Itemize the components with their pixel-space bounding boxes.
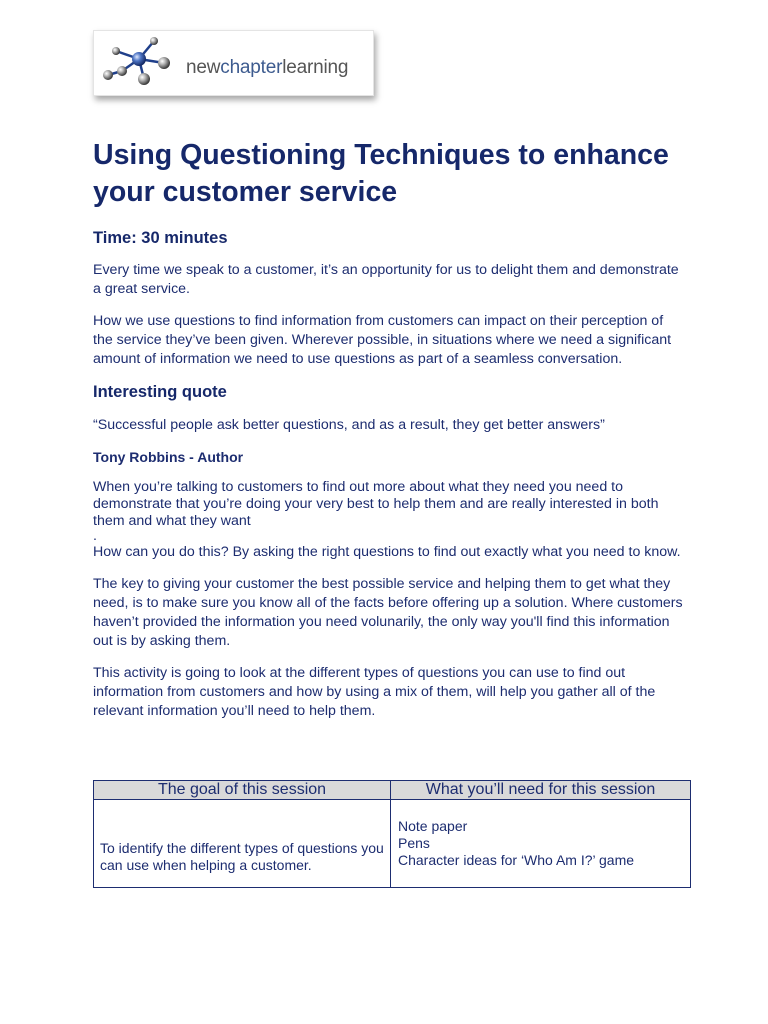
- quote-heading: Interesting quote: [93, 383, 227, 401]
- intro-paragraph: Every time we speak to a customer, it’s an opportunity for us to delight them and demonstrate a great service.: [93, 262, 679, 297]
- session-table-header-row: [94, 781, 691, 800]
- questions-impact-paragraph: How we use questions to find information from customers can impact on their perception of the service they’ve been given. Wherever possible, in situations where we need a significant amount of information we need to use questions as part of a seamless conversation.: [93, 313, 672, 367]
- talking-paragraph: [93, 479, 683, 543]
- needs-item: Character ideas for ‘Who Am I?’ game: [398, 852, 635, 868]
- needs-header: What you’ll need for this session: [391, 781, 691, 800]
- goal-header: The goal of this session: [94, 781, 391, 800]
- needs-item: Note paper: [398, 818, 468, 834]
- goal-text: To identify the different types of questions you can use when helping a customer.: [100, 840, 384, 873]
- activity-paragraph: This activity is going to look at the different types of questions you can use to find out information from customers and how by using a mix of them, will help you gather all of the relevant information you’ll need to help them.: [93, 665, 656, 719]
- goal-cell: [94, 800, 391, 888]
- logo-wordmark: newchapterlearning: [186, 57, 349, 78]
- time-heading: Time: 30 minutes: [93, 229, 228, 247]
- talking-paragraph-text: When you’re talking to customers to find out more about what they need you need to demonstrate that you’re doing your very best to help them and are really interested in both them and what they want: [93, 479, 659, 529]
- quote-author: Tony Robbins - Author: [93, 449, 244, 465]
- needs-item: Pens: [398, 835, 430, 851]
- how-paragraph: How can you do this? By asking the right questions to find out exactly what you need to know.: [93, 544, 681, 560]
- quote-text: “Successful people ask better questions, and as a result, they get better answers”: [93, 417, 605, 433]
- page-title: Using Questioning Techniques to enhance your customer service: [93, 139, 669, 208]
- logo: [93, 30, 374, 96]
- stray-period: .: [93, 528, 97, 544]
- document-body: [93, 137, 683, 721]
- key-paragraph: The key to giving your customer the best possible service and helping them to get what they need, is to make sure you know all of the facts before offering up a solution. Where customers haven’t provided the information you need volunarily, the only way you'll find this information out is by asking them.: [93, 576, 683, 649]
- session-table: [93, 780, 691, 888]
- session-table-row: [94, 800, 691, 888]
- needs-cell: [391, 800, 691, 888]
